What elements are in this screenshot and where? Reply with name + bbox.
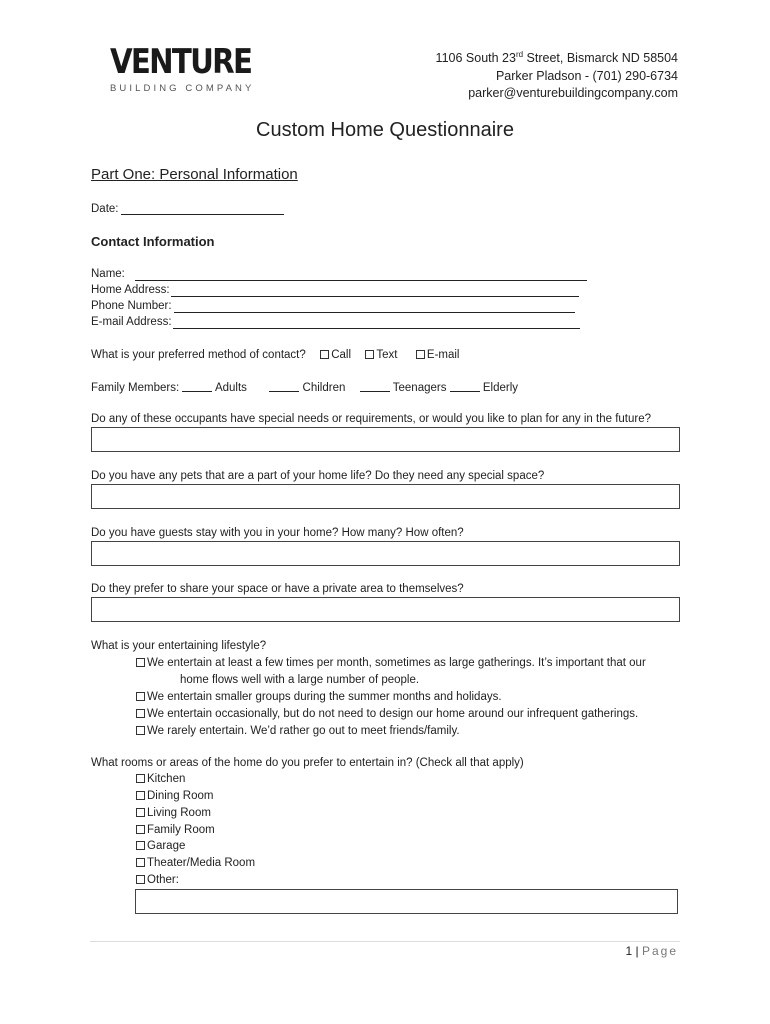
privacy-question: Do they prefer to share your space or have a private area to themselves? xyxy=(91,583,464,595)
company-address: 1106 South 23rd Street, Bismarck ND 58504 xyxy=(435,50,678,66)
room-dining: Dining Room xyxy=(136,790,213,802)
contact-block xyxy=(436,46,678,103)
elderly-label: Elderly xyxy=(482,382,519,394)
email-field[interactable] xyxy=(173,328,580,329)
kitchen-checkbox[interactable] xyxy=(136,774,145,783)
children-label: Children xyxy=(302,382,346,394)
family-room-checkbox[interactable] xyxy=(136,825,145,834)
family-members-row xyxy=(91,381,518,394)
entertaining-checkbox-2[interactable] xyxy=(136,692,145,701)
pets-box[interactable] xyxy=(91,484,680,509)
family-label: Family Members: xyxy=(91,382,180,394)
contact-person: Parker Pladson - (701) 290-6734 xyxy=(495,68,678,83)
room-family: Family Room xyxy=(136,824,215,836)
date-field[interactable] xyxy=(121,214,284,215)
entertaining-checkbox-1[interactable] xyxy=(136,658,145,667)
contact-heading: Contact Information xyxy=(91,234,215,249)
part-title: Part One: Personal Information xyxy=(91,166,298,183)
page-separator: | xyxy=(635,944,639,958)
name-field[interactable] xyxy=(135,280,587,281)
email-checkbox[interactable] xyxy=(416,350,425,359)
email-option-label: E-mail xyxy=(426,349,460,361)
privacy-box[interactable] xyxy=(91,597,680,622)
text-checkbox[interactable] xyxy=(365,350,374,359)
guests-box[interactable] xyxy=(91,541,680,566)
living-room-checkbox[interactable] xyxy=(136,808,145,817)
special-needs-box[interactable] xyxy=(91,427,680,452)
elderly-field[interactable] xyxy=(450,381,480,392)
guests-question: Do you have guests stay with you in your home? How many? How often? xyxy=(91,527,464,539)
company-logo xyxy=(110,42,255,94)
email-label: E-mail Address: xyxy=(91,316,172,328)
document-title: Custom Home Questionnaire xyxy=(256,119,514,141)
call-checkbox[interactable] xyxy=(320,350,329,359)
other-rooms-box[interactable] xyxy=(135,889,678,914)
room-theater: Theater/Media Room xyxy=(136,857,255,869)
contact-email: parker@venturebuildingcompany.com xyxy=(468,86,678,101)
home-address-field[interactable] xyxy=(171,296,579,297)
theater-checkbox[interactable] xyxy=(136,858,145,867)
footer-divider xyxy=(90,941,680,942)
contact-method-row xyxy=(91,349,460,361)
page-number: 1 xyxy=(625,944,633,958)
entertaining-checkbox-3[interactable] xyxy=(136,709,145,718)
room-kitchen: Kitchen xyxy=(136,773,185,785)
other-checkbox[interactable] xyxy=(136,875,145,884)
name-label: Name: xyxy=(91,268,125,280)
phone-field[interactable] xyxy=(174,312,575,313)
room-living: Living Room xyxy=(136,807,211,819)
room-other: Other: xyxy=(136,874,179,886)
entertaining-option-1-cont: home flows well with a large number of people. xyxy=(180,674,420,686)
adults-label: Adults xyxy=(214,382,247,394)
call-label: Call xyxy=(331,349,351,361)
page-footer xyxy=(625,944,678,958)
date-label: Date: xyxy=(91,203,119,215)
garage-checkbox[interactable] xyxy=(136,841,145,850)
entertaining-question: What is your entertaining lifestyle? xyxy=(91,640,267,652)
room-garage: Garage xyxy=(136,840,185,852)
home-address-label: Home Address: xyxy=(91,284,170,296)
entertaining-option-4: We rarely entertain. We’d rather go out to meet friends/family. xyxy=(136,725,460,737)
entertaining-option-2: We entertain smaller groups during the summer months and holidays. xyxy=(136,691,502,703)
entertaining-option-1: We entertain at least a few times per month, sometimes as large gatherings. It’s important that our xyxy=(136,657,646,669)
special-needs-question: Do any of these occupants have special needs or requirements, or would you like to plan for any in the future? xyxy=(91,413,651,425)
children-field[interactable] xyxy=(269,381,299,392)
pets-question: Do you have any pets that are a part of your home life? Do they need any special space? xyxy=(91,470,545,482)
teenagers-field[interactable] xyxy=(360,381,390,392)
teenagers-label: Teenagers xyxy=(392,382,447,394)
page-word: Page xyxy=(641,944,678,958)
contact-method-question: What is your preferred method of contact? xyxy=(91,349,306,361)
dining-room-checkbox[interactable] xyxy=(136,791,145,800)
text-label: Text xyxy=(376,349,398,361)
entertaining-checkbox-4[interactable] xyxy=(136,726,145,735)
logo-subtitle: BUILDING COMPANY xyxy=(110,83,255,94)
phone-label: Phone Number: xyxy=(91,300,172,312)
entertaining-option-3: We entertain occasionally, but do not need to design our home around our infrequent gatherings. xyxy=(136,708,638,720)
rooms-question: What rooms or areas of the home do you prefer to entertain in? (Check all that apply) xyxy=(91,757,524,769)
logo-wordmark: VENTURE xyxy=(110,42,252,82)
adults-field[interactable] xyxy=(182,381,212,392)
